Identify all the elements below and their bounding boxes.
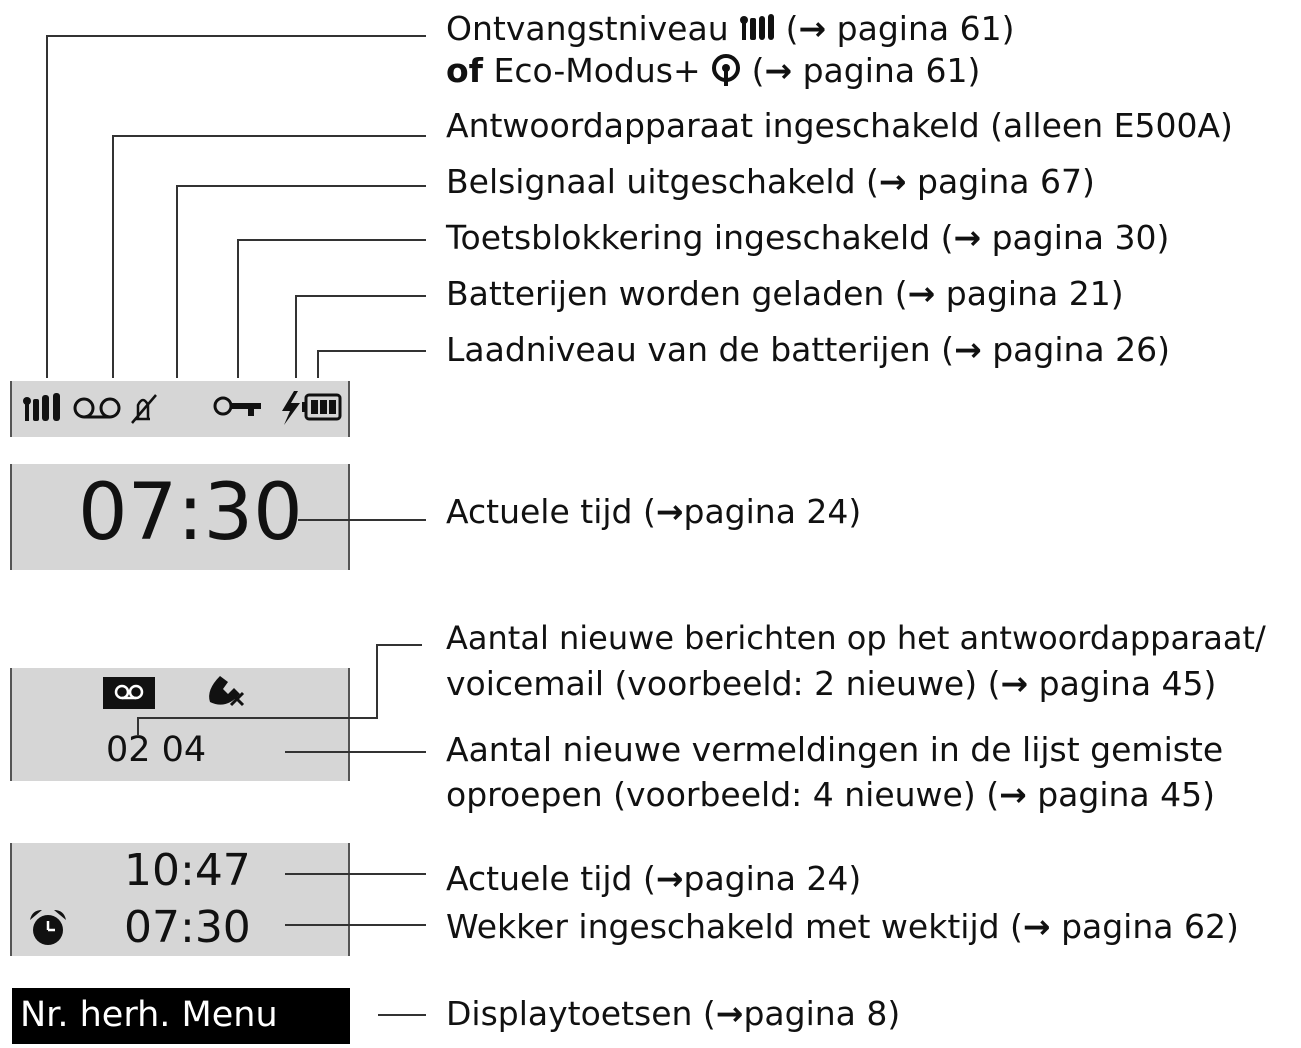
label-signal-text: Ontvangstniveau bbox=[446, 9, 729, 48]
arrow-icon: → bbox=[878, 162, 907, 201]
label-missed-2 bbox=[446, 775, 1215, 815]
eco-mode-icon bbox=[711, 54, 741, 86]
label-alarm-page: pagina 62) bbox=[1050, 907, 1239, 946]
softkey-bar: Nr. herh. Menu bbox=[12, 988, 350, 1044]
label-time1-text: Actuele tijd ( bbox=[446, 492, 656, 531]
label-eco bbox=[446, 51, 980, 91]
label-ringer-page: pagina 67) bbox=[906, 162, 1095, 201]
arrow-icon: → bbox=[798, 9, 827, 48]
label-softkeys bbox=[446, 994, 900, 1034]
label-eco-page: pagina 61) bbox=[792, 51, 981, 90]
label-ringer bbox=[446, 162, 1095, 202]
label-signal-page: pagina 61) bbox=[826, 9, 1015, 48]
current-time-small: 10:47 bbox=[124, 845, 251, 896]
label-softkeys-page: pagina 8) bbox=[743, 994, 901, 1033]
label-time1-page: pagina 24) bbox=[683, 492, 862, 531]
label-new-messages-page: pagina 45) bbox=[1028, 664, 1217, 703]
label-alarm bbox=[446, 907, 1239, 947]
label-eco-bold: of bbox=[446, 51, 484, 90]
message-counts: 02 04 bbox=[106, 730, 207, 770]
label-charging-text: Batterijen worden geladen ( bbox=[446, 274, 908, 313]
signal-inline-icon bbox=[739, 14, 775, 42]
arrow-icon: → bbox=[1022, 907, 1051, 946]
label-eco-post: ( bbox=[741, 51, 765, 90]
label-signal-post: ( bbox=[775, 9, 799, 48]
label-alarm-text: Wekker ingeschakeld met wektijd ( bbox=[446, 907, 1023, 946]
label-battery bbox=[446, 330, 1170, 370]
label-missed-1: Aantal nieuwe vermeldingen in de lijst gemiste bbox=[446, 730, 1224, 769]
label-missed-text: oproepen (voorbeeld: 4 nieuwe) ( bbox=[446, 775, 1000, 814]
arrow-icon: → bbox=[907, 274, 936, 313]
arrow-icon: → bbox=[655, 859, 684, 898]
arrow-icon: → bbox=[655, 492, 684, 531]
label-keylock-text: Toetsblokkering ingeschakeld ( bbox=[446, 218, 954, 257]
label-charging-page: pagina 21) bbox=[935, 274, 1124, 313]
label-ringer-text: Belsignaal uitgeschakeld ( bbox=[446, 162, 879, 201]
label-charging bbox=[446, 274, 1124, 314]
label-time2-page: pagina 24) bbox=[683, 859, 862, 898]
arrow-icon: → bbox=[1000, 664, 1029, 703]
label-answering: Antwoordapparaat ingeschakeld (alleen E500A) bbox=[446, 106, 1233, 145]
label-keylock-page: pagina 30) bbox=[981, 218, 1170, 257]
arrow-icon: → bbox=[953, 218, 982, 257]
alarm-time: 07:30 bbox=[124, 902, 251, 953]
label-keylock bbox=[446, 218, 1169, 258]
label-battery-text: Laadniveau van de batterijen ( bbox=[446, 330, 955, 369]
label-signal bbox=[446, 9, 1014, 49]
current-time: 07:30 bbox=[78, 468, 303, 558]
label-time2 bbox=[446, 859, 861, 899]
label-new-messages-1: Aantal nieuwe berichten op het antwoordapparaat/ bbox=[446, 619, 1266, 657]
arrow-icon: → bbox=[764, 51, 793, 90]
label-new-messages-2 bbox=[446, 664, 1216, 704]
arrow-icon: → bbox=[999, 775, 1027, 814]
label-battery-page: pagina 26) bbox=[981, 330, 1170, 369]
arrow-icon: → bbox=[715, 994, 744, 1033]
arrow-icon: → bbox=[954, 330, 982, 369]
label-time1 bbox=[446, 492, 861, 532]
label-new-messages-text: voicemail (voorbeeld: 2 nieuwe) ( bbox=[446, 664, 1001, 703]
label-softkeys-text: Displaytoetsen ( bbox=[446, 994, 716, 1033]
label-missed-page: pagina 45) bbox=[1026, 775, 1216, 814]
label-time2-text: Actuele tijd ( bbox=[446, 859, 656, 898]
label-eco-text: Eco-Modus+ bbox=[483, 51, 712, 90]
